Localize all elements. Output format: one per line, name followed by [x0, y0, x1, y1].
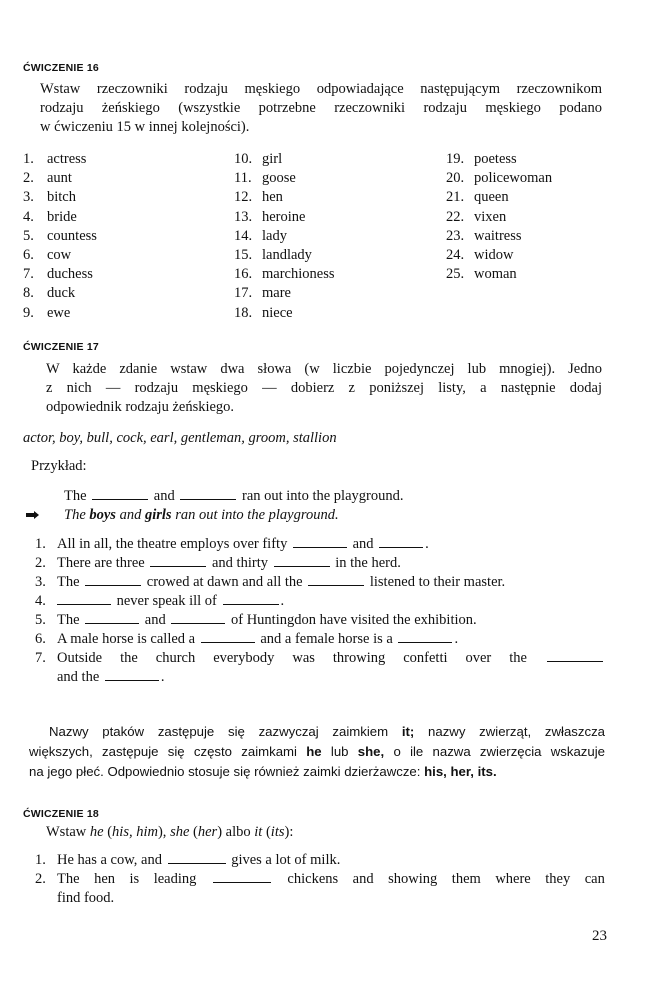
- answer-blank[interactable]: [85, 573, 141, 586]
- exercise-17-sentences: [35, 535, 605, 687]
- sentence-text: them: [451, 871, 481, 887]
- note-text: Nazwy ptaków zastępuje się zazwyczaj zaimkiem: [49, 724, 389, 739]
- sentence-text: never speak ill of: [116, 593, 217, 609]
- word-list-item: [446, 246, 552, 265]
- note-text: na jego płeć. Odpowiednio stosuje się również zaimki dzierżawcze:: [29, 764, 421, 779]
- sentence-text: gives a lot of milk.: [231, 852, 341, 868]
- item-word: bride: [47, 208, 77, 225]
- word-list-item: [23, 150, 97, 169]
- answer-blank[interactable]: [168, 851, 226, 864]
- word-list-item: [23, 304, 97, 323]
- item-number: 6.: [23, 247, 34, 264]
- answer-blank[interactable]: [398, 630, 452, 643]
- word-list-item: [446, 169, 552, 188]
- item-word: niece: [262, 304, 293, 321]
- item-word: heroine: [262, 208, 306, 225]
- exercise-18-heading: ĆWICZENIE 18: [23, 808, 99, 820]
- item-number: 12.: [234, 189, 253, 206]
- sentence-text: over: [465, 650, 492, 666]
- item-number: 24.: [446, 247, 465, 264]
- item-word: aunt: [47, 170, 72, 187]
- sentence-text: crowed at dawn and all the: [146, 574, 303, 590]
- item-word: ewe: [47, 304, 71, 321]
- note-line: [29, 722, 605, 742]
- sentence-1: [35, 851, 605, 870]
- item-number: 9.: [23, 304, 34, 321]
- item-word: policewoman: [474, 170, 553, 187]
- exercise-16-heading: ĆWICZENIE 16: [23, 62, 99, 74]
- instruction-line: rodzaju żeńskiego (wszystkie potrzebne rzeczowniki rodzaju męskiego podano: [40, 100, 602, 116]
- note-text: o ile nazwa zwierzęcia wskazuje: [393, 744, 605, 759]
- sentence-text: of Huntingdon have visited the exhibition.: [230, 612, 477, 628]
- sentence-7: [35, 649, 605, 668]
- instr-italic: its: [270, 824, 285, 840]
- item-number: 13.: [234, 208, 253, 225]
- sentence-number: 5.: [35, 612, 46, 628]
- example-text: The: [64, 488, 87, 504]
- sentence-4: [35, 592, 605, 611]
- sentence-text: All in all, the theatre employs over fifty: [57, 536, 288, 552]
- word-list-item: [446, 227, 552, 246]
- exercise-16-instruction: [40, 80, 602, 137]
- word-list-item: [446, 265, 552, 284]
- word-list-item: [446, 188, 552, 207]
- exercise-18-instruction: [46, 824, 293, 841]
- sentence-text: the: [120, 650, 138, 666]
- answer-blank[interactable]: [92, 487, 148, 500]
- item-number: 23.: [446, 227, 465, 244]
- sentence-3: [35, 573, 605, 592]
- item-word: poetess: [474, 151, 517, 167]
- instr-text: (: [265, 824, 271, 840]
- sentence-number: 2.: [35, 555, 46, 571]
- answer-blank[interactable]: [150, 554, 206, 567]
- sentence-text: find food.: [57, 890, 115, 906]
- note-bold: it;: [401, 724, 415, 739]
- item-word: landlady: [262, 247, 312, 264]
- item-word: bitch: [47, 189, 76, 206]
- sentence-text: listened to their master.: [369, 574, 506, 590]
- instruction-line: W każde zdanie wstaw dwa słowa (w liczbie pojedynczej lub mnogiej). Jedno: [46, 361, 602, 377]
- sentence-text: the: [509, 650, 527, 666]
- item-word: marchioness: [262, 266, 335, 283]
- exercise-17-instruction: [46, 360, 602, 417]
- sentence-text: He has a cow, and: [57, 852, 162, 868]
- word-column-1: [23, 150, 97, 323]
- sentence-text: was: [292, 650, 315, 666]
- word-list-item: [234, 227, 334, 246]
- sentence-text: The: [57, 574, 80, 590]
- sentence-6: [35, 630, 605, 649]
- answer-blank[interactable]: [308, 573, 364, 586]
- answer-blank[interactable]: [57, 592, 111, 605]
- word-list-item: [23, 208, 97, 227]
- sentence-1: [35, 535, 605, 554]
- sentence-2-continued: [35, 889, 605, 908]
- sentence-number: 3.: [35, 574, 46, 590]
- item-number: 14.: [234, 227, 253, 244]
- sentence-text: everybody: [213, 650, 275, 666]
- item-word: countess: [47, 227, 97, 244]
- sentence-number: 1.: [35, 852, 46, 868]
- sentence-text: and: [352, 871, 374, 887]
- word-list-item: [23, 265, 97, 284]
- item-number: 1.: [23, 151, 34, 167]
- page-number: 23: [592, 928, 607, 944]
- item-word: queen: [474, 189, 509, 206]
- word-list-item: [234, 208, 334, 227]
- item-number: 21.: [446, 189, 465, 206]
- item-number: 18.: [234, 304, 253, 321]
- item-word: goose: [262, 170, 296, 187]
- instruction-line: z nich — rodzaju męskiego — dobierz z poniższej listy, a następnie dodaj: [46, 380, 602, 396]
- item-number: 11.: [234, 170, 252, 187]
- item-number: 25.: [446, 266, 465, 283]
- item-number: 10.: [234, 151, 253, 167]
- sentence-2: [35, 870, 605, 889]
- word-list-item: [234, 246, 334, 265]
- word-list-item: [23, 169, 97, 188]
- example-text: ran out into the playground.: [241, 488, 404, 504]
- sentence-number: 7.: [35, 650, 46, 666]
- answer-blank[interactable]: [213, 870, 271, 883]
- answer-text: ran out into the playground.: [175, 507, 339, 523]
- instr-text: ) albo: [217, 824, 251, 840]
- sentence-text: chickens: [287, 871, 339, 887]
- sentence-text: The: [57, 871, 80, 887]
- exercise-17-heading: ĆWICZENIE 17: [23, 341, 99, 353]
- sentence-number: 4.: [35, 593, 46, 609]
- word-list-item: [23, 284, 97, 303]
- instr-text: ):: [284, 824, 294, 840]
- sentence-5: [35, 611, 605, 630]
- answer-bold: girls: [144, 507, 172, 523]
- word-column-2: [234, 150, 334, 323]
- sentence-text: .: [160, 669, 165, 685]
- answer-blank[interactable]: [171, 611, 225, 624]
- instruction-line: w ćwiczeniu 15 w innej kolejności).: [40, 119, 250, 135]
- item-number: 22.: [446, 208, 465, 225]
- example-label: Przykład:: [31, 458, 87, 474]
- item-number: 4.: [23, 208, 34, 225]
- sentence-text: in the herd.: [335, 555, 401, 571]
- item-word: duchess: [47, 266, 93, 283]
- item-number: 15.: [234, 247, 253, 264]
- answer-blank[interactable]: [293, 535, 347, 548]
- answer-blank[interactable]: [85, 611, 139, 624]
- word-list-item: [23, 246, 97, 265]
- answer-blank[interactable]: [180, 487, 236, 500]
- item-word: mare: [262, 285, 291, 302]
- note-line: [29, 742, 605, 762]
- sentence-2: [35, 554, 605, 573]
- word-list-item: [23, 227, 97, 246]
- note-text: większych, zastępuje się często zaimkami: [29, 744, 297, 759]
- item-number: 19.: [446, 151, 465, 167]
- sentence-text: .: [454, 631, 459, 647]
- example-sentence: [64, 487, 403, 505]
- item-word: girl: [262, 151, 283, 167]
- word-column-3: [446, 150, 552, 284]
- word-list-item: [234, 169, 334, 188]
- instr-italic: it: [254, 824, 263, 840]
- word-list-item: [23, 188, 97, 207]
- grammar-note: [29, 722, 605, 782]
- instr-italic: his, him: [112, 824, 158, 840]
- sentence-text: where: [495, 871, 531, 887]
- answer-text: The: [64, 507, 86, 523]
- item-word: duck: [47, 285, 76, 302]
- sentence-number: 6.: [35, 631, 46, 647]
- item-number: 8.: [23, 285, 34, 302]
- word-list-item: [234, 265, 334, 284]
- sentence-text: and thirty: [212, 555, 268, 571]
- answer-text: and: [119, 507, 142, 523]
- sentence-text: .: [425, 536, 429, 552]
- item-word: vixen: [474, 208, 507, 225]
- item-word: waitress: [474, 227, 522, 244]
- sentence-number: 2.: [35, 871, 46, 887]
- instr-text: (: [107, 824, 113, 840]
- item-number: 16.: [234, 266, 253, 283]
- sentence-text: and the: [57, 669, 100, 685]
- answer-blank[interactable]: [547, 649, 603, 662]
- sentence-text: throwing: [332, 650, 386, 666]
- instr-italic: he: [89, 824, 104, 840]
- word-list-item: [446, 150, 552, 169]
- note-text: lub: [330, 744, 349, 759]
- item-word: hen: [262, 189, 283, 206]
- instr-text: Wstaw: [46, 824, 87, 840]
- exercise-18-sentences: [35, 851, 605, 908]
- word-list-item: [234, 284, 334, 303]
- sentence-text: A male horse is called a: [57, 631, 196, 647]
- instruction-line: odpowiednik rodzaju żeńskiego.: [46, 399, 235, 415]
- sentence-text: and: [144, 612, 166, 628]
- item-number: 7.: [23, 266, 34, 283]
- word-list-item: [234, 150, 334, 169]
- sentence-text: Outside: [57, 650, 103, 666]
- sentence-text: can: [584, 871, 605, 887]
- note-line: [29, 762, 605, 782]
- sentence-text: confetti: [403, 650, 448, 666]
- answer-bold: boys: [89, 507, 116, 523]
- item-word: actress: [47, 151, 87, 167]
- instr-italic: her: [197, 824, 218, 840]
- sentence-text: The: [57, 612, 80, 628]
- pointing-hand-icon: [26, 508, 39, 523]
- answer-blank[interactable]: [201, 630, 255, 643]
- sentence-number: 1.: [35, 536, 46, 552]
- item-number: 17.: [234, 285, 253, 302]
- sentence-text: and a female horse is a: [260, 631, 393, 647]
- item-number: 20.: [446, 170, 465, 187]
- item-word: lady: [262, 227, 287, 244]
- word-list: actor, boy, bull, cock, earl, gentleman, groom, stallion: [23, 430, 337, 446]
- note-bold: he: [306, 744, 322, 759]
- sentence-7-continued: [35, 668, 605, 687]
- answer-blank[interactable]: [379, 535, 423, 548]
- item-number: 2.: [23, 170, 34, 187]
- instruction-line: Wstaw rzeczowniki rodzaju męskiego odpowiadające następującym rzeczownikom: [40, 81, 602, 97]
- example-text: and: [153, 488, 175, 504]
- instr-text: ),: [157, 824, 167, 840]
- answer-blank[interactable]: [105, 668, 159, 681]
- sentence-text: leading: [153, 871, 197, 887]
- example-answer: [64, 507, 339, 524]
- answer-blank[interactable]: [274, 554, 330, 567]
- word-list-item: [234, 304, 334, 323]
- sentence-text: hen: [94, 871, 115, 887]
- note-bold: his, her, its.: [424, 764, 497, 779]
- sentence-text: is: [129, 871, 140, 887]
- item-number: 3.: [23, 189, 34, 206]
- sentence-text: .: [280, 593, 285, 609]
- item-word: widow: [474, 247, 514, 264]
- note-text: nazwy zwierząt, zwłaszcza: [428, 724, 605, 739]
- word-list-item: [234, 188, 334, 207]
- word-list-item: [446, 208, 552, 227]
- answer-blank[interactable]: [223, 592, 279, 605]
- instr-italic: she: [170, 824, 190, 840]
- sentence-text: they: [545, 871, 571, 887]
- sentence-text: There are three: [57, 555, 145, 571]
- sentence-text: and: [352, 536, 374, 552]
- item-word: cow: [47, 247, 72, 264]
- sentence-text: showing: [388, 871, 438, 887]
- item-number: 5.: [23, 227, 34, 244]
- item-word: woman: [474, 266, 517, 283]
- instr-text: (: [193, 824, 198, 840]
- sentence-text: church: [155, 650, 196, 666]
- note-bold: she,: [357, 744, 385, 759]
